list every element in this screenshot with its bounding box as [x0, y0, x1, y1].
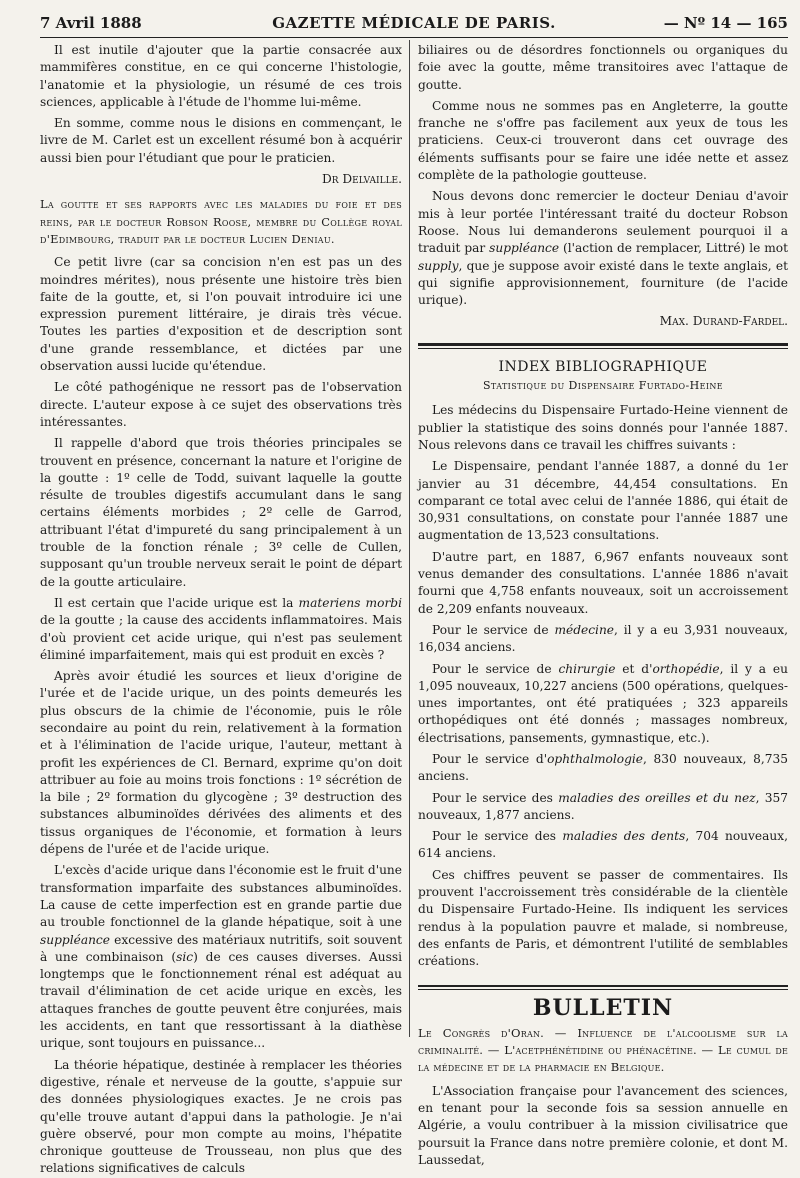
section-rule-thin [418, 348, 788, 349]
text-run: L'excès d'acide urique dans l'économie est le fruit d'une transformation imparfaite des substances albuminoïdes. La cause de cette imperfection est en grande partie due au trouble fonctionnel de la glande hépatique, soit à une [40, 863, 402, 930]
paragraph [40, 862, 402, 1052]
paragraph: Il rappelle d'abord que trois théories principales se trouvent en présence, concernant la nature et l'origine de la goutte : 1º celle de Todd, suivant laquelle la goutte résulte de troubles digestifs accumulant dans le sang certains éléments morbides ; 2º celle de Garrod, attribuant l'état d'impureté du sang principalement à un trouble de la fonction rénale ; 3º celle de Cullen, supposant qu'un trouble nerveux serait le point de départ de la goutte articulaire. [40, 436, 402, 589]
paragraph: Après avoir étudié les sources et lieux d'origine de l'urée et de l'acide urique, un des points demeurés les plus obscurs de la chimie de l'économie, puis le rôle secondaire au point du rein, relativement à la formation et à l'élimination de l'acide urique, l'auteur, mettant à profit les expériences de Cl. Bernard, exprime qu'on doit attribuer au foie au moins trois fonctions : 1º sécrétion de la bile ; 2º formation du glycogène ; 3º destruction des substances albuminoïdes dérivées des aliments et des tissus organiques de l'économie, et formation à leurs dépens de l'urée et de l'acide urique. [40, 669, 402, 857]
section-rule-thick [418, 343, 788, 346]
paragraph [418, 751, 788, 786]
index-title: INDEX BIBLIOGRAPHIQUE [498, 358, 708, 375]
text-run: Il est certain que l'acide urique est la [54, 595, 299, 610]
text-run: Pour le service de [432, 622, 555, 637]
bulletin-rules [418, 985, 788, 990]
header-date: 7 Avril 1888 [40, 14, 142, 32]
paragraph: Comme nous ne sommes pas en Angleterre, la goutte franche ne s'offre pas facilement aux yeux de tous les praticiens. Ceux-ci trouveront dans cet ouvrage des éléments suffisants pour se faire une idée nette et assez complète de la pathologie goutteuse. [418, 98, 788, 183]
italic-run: suppléance [40, 932, 110, 947]
column-divider [409, 40, 410, 1037]
paragraph: Ces chiffres peuvent se passer de commentaires. Ils prouvent l'accroissement très considérable de la clientèle du Dispensaire Furtado-Heine. Ils indiquent les services rendus à la population pauvre et malade, si nombreuse, des enfants de Paris, et démontrent l'utilité de semblables créations. [418, 867, 788, 969]
paragraph: Le côté pathogénique ne ressort pas de l'observation directe. L'auteur expose à ce sujet des observations très intéressantes. [40, 380, 402, 429]
bulletin-topics: Le Congrès d'Oran. — Influence de l'alcoolisme sur la criminalité. — L'acetphénétidine ou phénacétine. — Le cumul de la médecine et de la pharmacie en Belgique. [418, 1025, 788, 1075]
paragraph [418, 188, 788, 309]
text-run: , 704 nouveaux, 614 anciens. [418, 829, 788, 861]
paragraph: La théorie hépatique, destinée à remplacer les théories digestive, rénale et nerveuse de la goutte, s'appuie sur des données physiologiques exactes. Je ne crois pas qu'elle trouve autant d'appui dans la pathologie. Je n'ai guère observé, pour mon compte au moins, l'hépatite chronique goutteuse de Trousseau, non plus que des relations significatives de calculs [40, 1057, 402, 1176]
text-run: (l'action de remplacer, Littré) le mot [559, 241, 789, 256]
text-run: , 830 nouveaux, 8,735 anciens. [418, 751, 788, 784]
header-issue-page: — Nº 14 — 165 [663, 14, 788, 32]
bulletin-title: BULLETIN [532, 994, 674, 1021]
page-header [40, 10, 788, 34]
signature-delvaille: Dr Delvaille. [321, 172, 402, 187]
right-column [418, 42, 789, 1167]
italic-run: suppléance [489, 241, 560, 256]
paragraph: Les médecins du Dispensaire Furtado-Heine viennent de publier la statistique des soins donnés pour l'année 1887. Nous relevons dans ce travail les chiffres suivants : [418, 403, 788, 452]
text-run: Pour le service des [432, 829, 563, 844]
text-run: de la goutte ; la cause des accidents inflammatoires. Mais d'où provient cet acide urique, qui n'est pas seulement éliminé imparfaitement, mais qui est produit en excès ? [40, 613, 402, 662]
signature-durand-fardel: Max. Durand-Fardel. [659, 314, 788, 329]
italic-run: maladies des dents [562, 829, 686, 844]
italic-run: supply [418, 258, 459, 273]
paragraph [418, 828, 788, 863]
paragraph [418, 790, 788, 825]
paragraph: D'autre part, en 1887, 6,967 enfants nouveaux sont venus demander des consultations. L'année 1886 n'avait fourni que 4,758 enfants nouveaux, soit un accroissement de 2,209 enfants nouveaux. [418, 549, 788, 616]
paragraph: biliaires ou de désordres fonctionnels ou organiques du foie avec la goutte, même transitoires avec l'attaque de goutte. [418, 43, 788, 92]
text-run: Pour le service des [432, 790, 559, 805]
header-journal-title: GAZETTE MÉDICALE DE PARIS. [272, 14, 556, 32]
left-column [40, 42, 402, 1176]
bulletin-rule-thick [418, 985, 788, 987]
paragraph: En somme, comme nous le disions en commençant, le livre de M. Carlet est un excellent résumé bon à acquérir aussi bien pour l'étudiant que pour le praticien. [40, 116, 402, 165]
italic-run: orthopédie [652, 661, 720, 676]
bulletin-rule-thin [418, 989, 788, 990]
italic-run: chirurgie [558, 661, 616, 676]
paragraph: Le Dispensaire, pendant l'année 1887, a donné du 1er janvier au 31 décembre, 44,454 consultations. En comparant ce total avec celui de l'année 1886, qui était de 30,931 consultations, on constate pour l'année 1887 une augmentation de 13,523 consultations. [418, 459, 788, 543]
text-run: Pour le service d' [432, 751, 548, 766]
italic-run: maladies des oreilles et du nez [558, 790, 756, 805]
header-rule [40, 37, 788, 38]
paragraph: Ce petit livre (car sa concision n'en est pas un des moindres mérites), nous présente une histoire très bien faite de la goutte, et, si l'on pouvait introduire ici une expression purement littéraire, je dirais très vécue. Toutes les parties d'exposition et de description sont d'une grande ressemblance, et dictées par une observation aussi lucide qu'étendue. [40, 255, 402, 374]
paragraph [418, 661, 788, 747]
paragraph: L'Association française pour l'avancement des sciences, en tenant pour la seconde fois sa session annuelle en Algérie, a voulu contribuer à la mission civilisatrice que poursuit la France dans notre première colonie, et dont M. Laussedat, [418, 1083, 788, 1167]
italic-run: materiens morbi [298, 595, 402, 610]
paragraph [40, 595, 402, 664]
text-run: , 357 nouveaux, 1,877 anciens. [418, 790, 788, 822]
text-run: et d' [615, 661, 653, 676]
paragraph [418, 622, 788, 657]
text-run: , il y a eu 3,931 nouveaux, 16,034 anciens. [418, 622, 788, 655]
text-run: Pour le service de [432, 661, 559, 676]
italic-run: sic [176, 949, 194, 964]
review-title: La goutte et ses rapports avec les maladies du foie et des reins, par le docteur Robson Roose, membre du Collège royal d'Edimbourg, traduit par le docteur Lucien Deniau. [40, 197, 402, 246]
index-subtitle: Statistique du Dispensaire Furtado-Heine [482, 379, 724, 393]
italic-run: ophthalmologie [547, 751, 644, 766]
text-run: , que je suppose avoir existé dans le texte anglais, et qui signifie approvisionnement, fourniture (de l'acide urique). [418, 258, 788, 308]
text-run: ) de ces causes diverses. Aussi longtemps que le fonctionnement rénal est adéquat au travail d'élimination de cet acide urique en excès, les attaques franches de goutte peuvent être conjurées, mais les accidents, en tant que ressortissant à la diathèse urique, sont toujours en puissance... [40, 949, 402, 1051]
text-run: excessive des matériaux nutritifs, soit souvent à une combinaison ( [40, 932, 402, 964]
text-run: , il y a eu 1,095 nouveaux, 10,227 anciens (500 opérations, quelques-unes importantes, ont été pratiquées ; 323 appareils orthopédiques ont été donnés ; massages nombreux, électrisations, pansements, gymnastique, etc.). [418, 661, 788, 745]
text-run: Nous devons donc remercier le docteur Deniau d'avoir mis à leur portée l'intéressant traité du docteur Robson Roose. Nous lui demanderons seulement pourquoi il a traduit par [418, 189, 788, 256]
paragraph: Il est inutile d'ajouter que la partie consacrée aux mammifères constitue, en ce qui concerne l'histologie, l'anatomie et la physiologie, un résumé de ces trois sciences, applicable à l'étude de l'homme lui-même. [40, 43, 402, 109]
italic-run: médecine [554, 622, 615, 637]
